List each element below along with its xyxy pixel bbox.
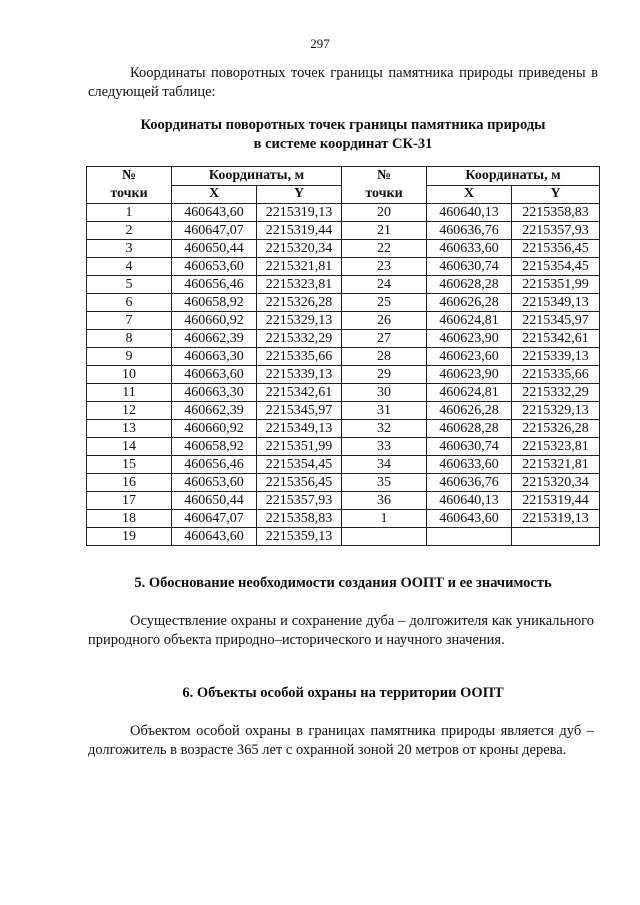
cell-y: 2215319,44 xyxy=(257,222,342,240)
cell-x: 460663,30 xyxy=(172,348,257,366)
table-row xyxy=(87,222,600,240)
cell-y: 2215332,29 xyxy=(257,330,342,348)
cell-x: 460656,46 xyxy=(172,456,257,474)
header-x: X xyxy=(172,185,257,204)
cell-y-2: 2215339,13 xyxy=(512,348,600,366)
cell-point-2: 25 xyxy=(342,294,427,312)
cell-x: 460660,92 xyxy=(172,420,257,438)
table-row xyxy=(87,402,600,420)
table-row xyxy=(87,312,600,330)
cell-y: 2215342,61 xyxy=(257,384,342,402)
header-coordinates-2: Координаты, м xyxy=(427,167,600,186)
cell-y: 2215356,45 xyxy=(257,474,342,492)
cell-y: 2215357,93 xyxy=(257,492,342,510)
cell-point: 12 xyxy=(87,402,172,420)
page-number: 297 xyxy=(310,36,330,51)
cell-x: 460653,60 xyxy=(172,258,257,276)
cell-x-2: 460640,13 xyxy=(427,204,512,222)
cell-y-2: 2215319,13 xyxy=(512,510,600,528)
table-row xyxy=(87,510,600,528)
cell-y-2: 2215319,44 xyxy=(512,492,600,510)
cell-x-2: 460636,76 xyxy=(427,222,512,240)
cell-y: 2215359,13 xyxy=(257,528,342,546)
cell-y: 2215345,97 xyxy=(257,402,342,420)
cell-point: 5 xyxy=(87,276,172,294)
table-row xyxy=(87,492,600,510)
cell-point: 14 xyxy=(87,438,172,456)
table-row xyxy=(87,258,600,276)
cell-point: 11 xyxy=(87,384,172,402)
cell-x-2: 460623,90 xyxy=(427,330,512,348)
cell-x: 460658,92 xyxy=(172,294,257,312)
cell-point: 18 xyxy=(87,510,172,528)
cell-y-2 xyxy=(512,528,600,546)
cell-point: 3 xyxy=(87,240,172,258)
cell-point: 19 xyxy=(87,528,172,546)
cell-point: 16 xyxy=(87,474,172,492)
table-row xyxy=(87,240,600,258)
section-5-heading: 5. Обоснование необходимости создания ООПТ и ее значимость xyxy=(134,575,552,591)
cell-y-2: 2215351,99 xyxy=(512,276,600,294)
table-title xyxy=(88,116,598,154)
cell-x: 460643,60 xyxy=(172,528,257,546)
cell-x: 460647,07 xyxy=(172,222,257,240)
cell-point-2: 22 xyxy=(342,240,427,258)
cell-x-2: 460630,74 xyxy=(427,438,512,456)
cell-x: 460650,44 xyxy=(172,240,257,258)
cell-x-2: 460633,60 xyxy=(427,240,512,258)
cell-point-2: 35 xyxy=(342,474,427,492)
cell-y: 2215351,99 xyxy=(257,438,342,456)
table-row xyxy=(87,474,600,492)
cell-x: 460663,30 xyxy=(172,384,257,402)
section-6-paragraph xyxy=(88,722,594,760)
cell-y-2: 2215329,13 xyxy=(512,402,600,420)
cell-x: 460660,92 xyxy=(172,312,257,330)
header-x-2: X xyxy=(427,185,512,204)
coordinates-table-body xyxy=(87,204,600,546)
cell-y: 2215329,13 xyxy=(257,312,342,330)
cell-x-2: 460623,60 xyxy=(427,348,512,366)
cell-y: 2215339,13 xyxy=(257,366,342,384)
header-no-sign-2: № xyxy=(376,168,392,183)
cell-point-2: 31 xyxy=(342,402,427,420)
table-row xyxy=(87,438,600,456)
cell-point: 2 xyxy=(87,222,172,240)
cell-point: 15 xyxy=(87,456,172,474)
cell-x: 460653,60 xyxy=(172,474,257,492)
cell-y-2: 2215323,81 xyxy=(512,438,600,456)
cell-y: 2215358,83 xyxy=(257,510,342,528)
table-row xyxy=(87,348,600,366)
cell-point-2: 33 xyxy=(342,438,427,456)
cell-point-2: 1 xyxy=(342,510,427,528)
cell-point-2: 26 xyxy=(342,312,427,330)
header-point-number-2 xyxy=(342,167,427,204)
cell-x: 460663,60 xyxy=(172,366,257,384)
table-row xyxy=(87,420,600,438)
cell-y-2: 2215332,29 xyxy=(512,384,600,402)
header-y-2: Y xyxy=(512,185,600,204)
header-no-label-2: точки xyxy=(365,186,403,201)
cell-y: 2215326,28 xyxy=(257,294,342,312)
cell-point: 7 xyxy=(87,312,172,330)
cell-x-2: 460628,28 xyxy=(427,276,512,294)
cell-x-2: 460628,28 xyxy=(427,420,512,438)
cell-y-2: 2215358,83 xyxy=(512,204,600,222)
cell-y: 2215321,81 xyxy=(257,258,342,276)
cell-point-2: 28 xyxy=(342,348,427,366)
table-row xyxy=(87,456,600,474)
table-row xyxy=(87,528,600,546)
cell-point: 10 xyxy=(87,366,172,384)
cell-x-2: 460633,60 xyxy=(427,456,512,474)
section-5-paragraph xyxy=(88,612,594,650)
cell-point-2: 30 xyxy=(342,384,427,402)
cell-point-2: 34 xyxy=(342,456,427,474)
cell-point-2 xyxy=(342,528,427,546)
cell-y-2: 2215320,34 xyxy=(512,474,600,492)
table-title-line1: Координаты поворотных точек границы памятника природы xyxy=(140,117,546,133)
cell-x: 460662,39 xyxy=(172,330,257,348)
cell-point-2: 21 xyxy=(342,222,427,240)
cell-point: 4 xyxy=(87,258,172,276)
table-row xyxy=(87,366,600,384)
cell-y: 2215323,81 xyxy=(257,276,342,294)
cell-x-2: 460623,90 xyxy=(427,366,512,384)
cell-y-2: 2215321,81 xyxy=(512,456,600,474)
table-row xyxy=(87,384,600,402)
cell-x-2: 460624,81 xyxy=(427,384,512,402)
table-title-line2: в системе координат СК-31 xyxy=(253,136,433,152)
header-y: Y xyxy=(257,185,342,204)
header-no-label: точки xyxy=(110,186,148,201)
cell-x-2: 460630,74 xyxy=(427,258,512,276)
cell-point-2: 32 xyxy=(342,420,427,438)
cell-y-2: 2215354,45 xyxy=(512,258,600,276)
cell-x-2: 460626,28 xyxy=(427,294,512,312)
table-row xyxy=(87,204,600,222)
cell-point: 8 xyxy=(87,330,172,348)
intro-paragraph xyxy=(88,64,598,102)
cell-point-2: 36 xyxy=(342,492,427,510)
cell-point: 1 xyxy=(87,204,172,222)
cell-y: 2215354,45 xyxy=(257,456,342,474)
cell-x: 460656,46 xyxy=(172,276,257,294)
cell-x: 460643,60 xyxy=(172,204,257,222)
cell-x-2: 460626,28 xyxy=(427,402,512,420)
cell-y-2: 2215326,28 xyxy=(512,420,600,438)
cell-point: 17 xyxy=(87,492,172,510)
cell-x: 460658,92 xyxy=(172,438,257,456)
cell-point-2: 24 xyxy=(342,276,427,294)
cell-x-2: 460643,60 xyxy=(427,510,512,528)
cell-y-2: 2215349,13 xyxy=(512,294,600,312)
header-point-number xyxy=(87,167,172,204)
cell-y: 2215319,13 xyxy=(257,204,342,222)
header-coordinates: Координаты, м xyxy=(172,167,342,186)
cell-point-2: 29 xyxy=(342,366,427,384)
cell-point: 6 xyxy=(87,294,172,312)
cell-y: 2215349,13 xyxy=(257,420,342,438)
cell-y: 2215335,66 xyxy=(257,348,342,366)
cell-x-2: 460640,13 xyxy=(427,492,512,510)
cell-y-2: 2215335,66 xyxy=(512,366,600,384)
cell-point-2: 23 xyxy=(342,258,427,276)
table-row xyxy=(87,330,600,348)
cell-point: 9 xyxy=(87,348,172,366)
cell-y-2: 2215356,45 xyxy=(512,240,600,258)
cell-point: 13 xyxy=(87,420,172,438)
cell-x-2: 460624,81 xyxy=(427,312,512,330)
table-row xyxy=(87,294,600,312)
coordinates-table xyxy=(86,166,600,546)
cell-y-2: 2215342,61 xyxy=(512,330,600,348)
cell-y: 2215320,34 xyxy=(257,240,342,258)
section-6-heading: 6. Объекты особой охраны на территории ООПТ xyxy=(182,685,504,701)
cell-x-2 xyxy=(427,528,512,546)
table-row xyxy=(87,276,600,294)
cell-x-2: 460636,76 xyxy=(427,474,512,492)
header-no-sign: № xyxy=(121,168,137,183)
cell-x: 460647,07 xyxy=(172,510,257,528)
cell-point-2: 27 xyxy=(342,330,427,348)
cell-x: 460662,39 xyxy=(172,402,257,420)
cell-y-2: 2215357,93 xyxy=(512,222,600,240)
section-6-text: Объектом особой охраны в границах памятника природы является дуб – долгожитель в возрасте 365 лет с охранной зоной 20 метров от кроны дерева. xyxy=(88,723,594,758)
cell-x: 460650,44 xyxy=(172,492,257,510)
cell-y-2: 2215345,97 xyxy=(512,312,600,330)
intro-text: Координаты поворотных точек границы памятника природы приведены в следующей таблице: xyxy=(88,65,598,100)
section-5-text: Осуществление охраны и сохранение дуба – долгожителя как уникального природного объекта природно–исторического и научного значения. xyxy=(88,613,594,648)
cell-point-2: 20 xyxy=(342,204,427,222)
